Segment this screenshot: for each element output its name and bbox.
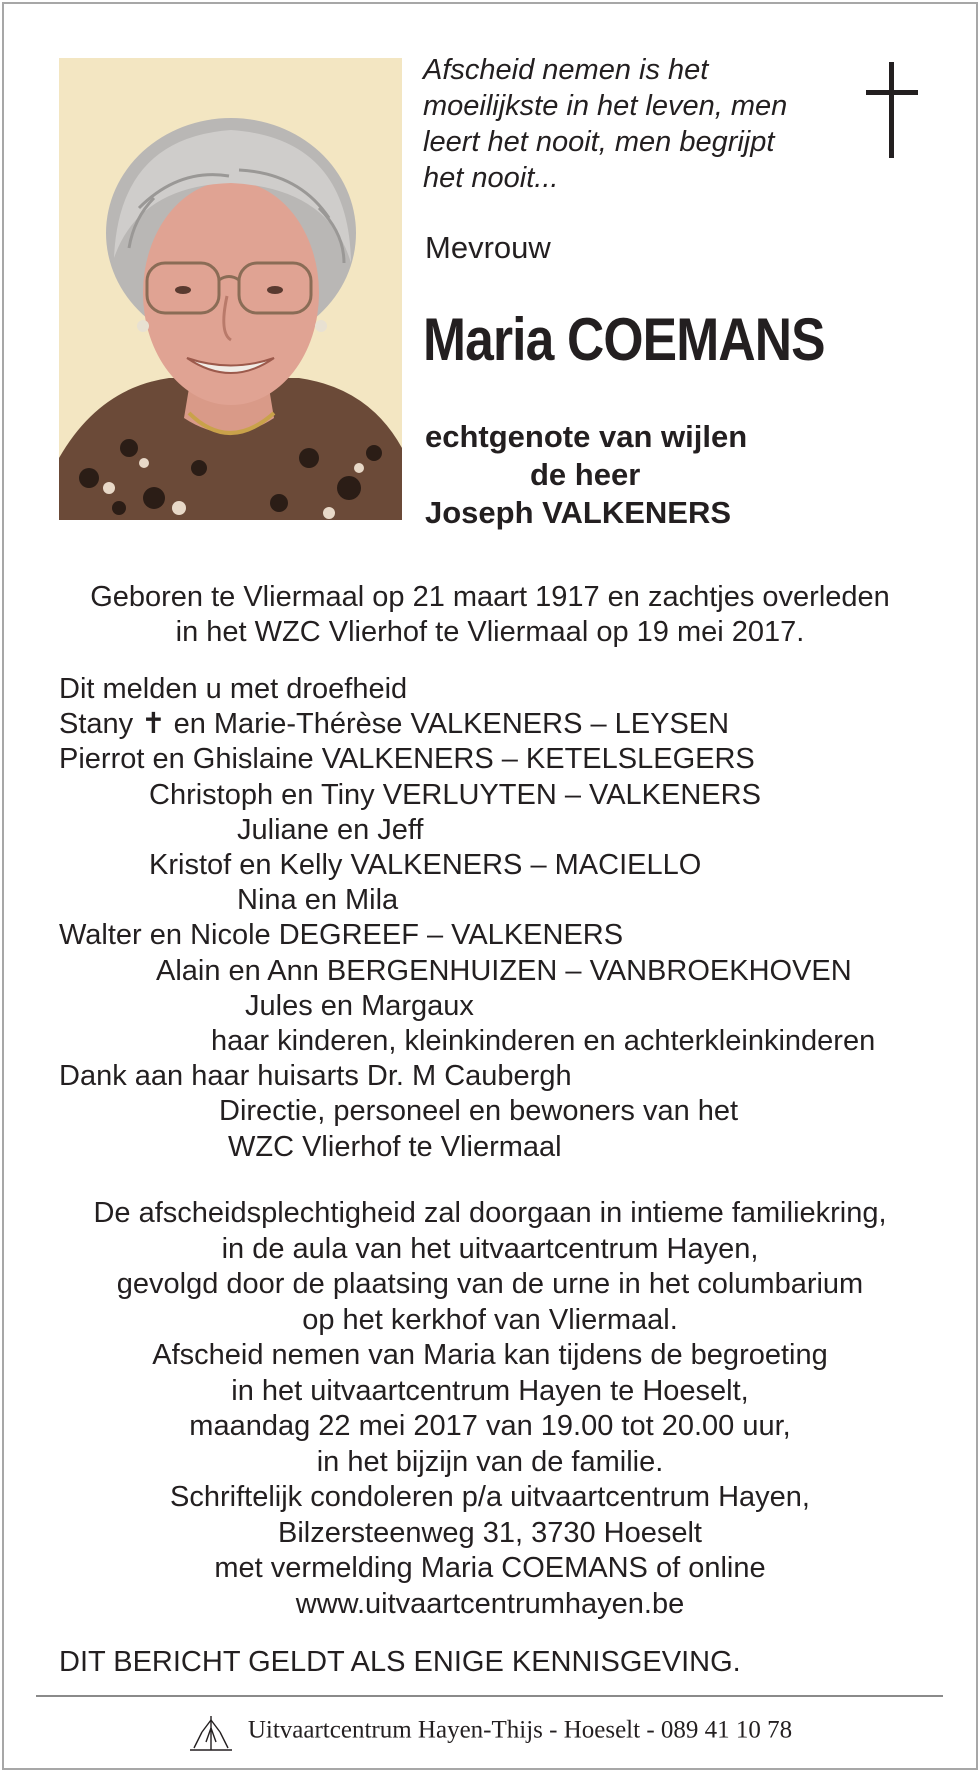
ceremony-details [0,1196,980,1622]
ceremony-line: Afscheid nemen van Maria kan tijdens de begroeting [152,1339,828,1371]
cross-icon [862,60,922,160]
spouse-info [425,418,747,532]
birth-death-line: Geboren te Vliermaal op 21 maart 1917 en zachtjes overleden [90,581,890,613]
family-line: WZC Vlierhof te Vliermaal [228,1130,562,1163]
family-line: Pierrot en Ghislaine VALKENERS – KETELSLEGERS [59,743,755,776]
family-line: Jules en Margaux [245,989,474,1022]
family-line: Stany ✝ en Marie-Thérèse VALKENERS – LEYSEN [59,708,730,741]
family-list [0,672,980,1165]
family-line: Walter en Nicole DEGREEF – VALKENERS [59,919,624,952]
ceremony-line: in het uitvaartcentrum Hayen te Hoeselt, [231,1374,749,1407]
funeral-home-footer [0,1712,980,1752]
spouse-line: echtgenote van wijlen [425,419,748,454]
ceremony-line: De afscheidsplechtigheid zal doorgaan in intieme familiekring, [93,1197,887,1229]
salutation: Mevrouw [425,230,551,265]
family-line: Alain en Ann BERGENHUIZEN – VANBROEKHOVEN [156,954,852,987]
family-line: Dank aan haar huisarts Dr. M Caubergh [59,1060,572,1093]
footer-divider [36,1695,943,1697]
ceremony-line: maandag 22 mei 2017 van 19.00 tot 20.00 uur, [189,1410,791,1442]
family-line: Nina en Mila [237,884,399,917]
family-line: Kristof en Kelly VALKENERS – MACIELLO [149,849,702,882]
quote-line: leert het nooit, men begrijpt [423,126,775,158]
ceremony-line: op het kerkhof van Vliermaal. [302,1303,678,1336]
spouse-line: Joseph VALKENERS [425,495,732,530]
ceremony-line: Schriftelijk condoleren p/a uitvaartcentrum Hayen, [170,1481,810,1513]
tree-logo-icon [188,1712,234,1752]
quote-line: het nooit... [423,162,559,194]
birth-death-line: in het WZC Vlierhof te Vliermaal op 19 mei 2017. [175,616,805,648]
notice-statement: DIT BERICHT GELDT ALS ENIGE KENNISGEVING. [59,1646,741,1678]
ceremony-line: gevolgd door de plaatsing van de urne in het columbarium [116,1268,864,1300]
quote-line: moeilijkste in het leven, men [423,90,788,122]
family-line: Christoph en Tiny VERLUYTEN – VALKENERS [149,778,761,811]
footer-text: Uitvaartcentrum Hayen-Thijs - Hoeselt - 089 41 10 78 [247,1716,793,1744]
family-line: haar kinderen, kleinkinderen en achterkleinkinderen [211,1025,876,1058]
farewell-quote [423,52,843,196]
quote-line: Afscheid nemen is het [423,54,709,86]
ceremony-line: in het bijzijn van de familie. [316,1445,664,1478]
ceremony-line: met vermelding Maria COEMANS of online [214,1552,766,1584]
ceremony-line: Bilzersteenweg 31, 3730 Hoeselt [278,1516,702,1549]
family-line: Dit melden u met droefheid [59,673,408,705]
portrait-photo [59,58,402,520]
family-line: Juliane en Jeff [237,813,424,846]
website-link[interactable]: www.uitvaartcentrumhayen.be [295,1587,685,1620]
spouse-line: de heer [530,457,641,492]
deceased-name: Maria COEMANS [423,306,825,373]
birth-death-text [0,580,980,650]
ceremony-line: in de aula van het uitvaartcentrum Hayen, [221,1232,759,1265]
family-line: Directie, personeel en bewoners van het [219,1095,739,1128]
